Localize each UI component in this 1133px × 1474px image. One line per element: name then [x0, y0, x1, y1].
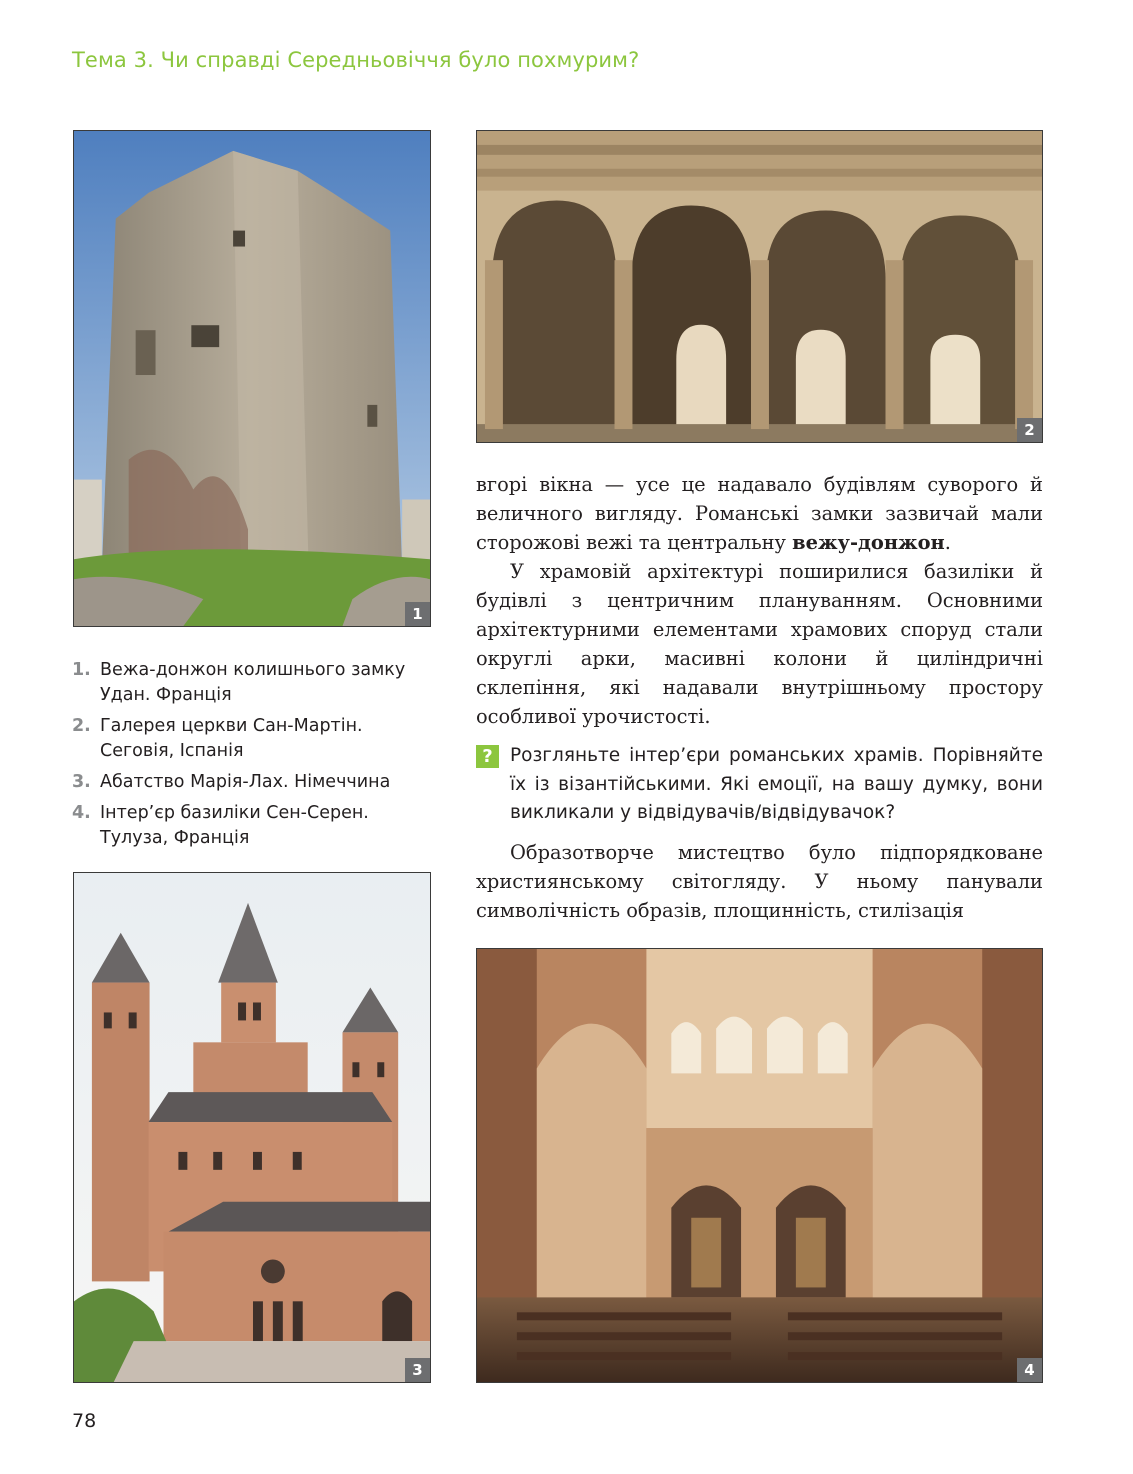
photo-number-badge: 1: [405, 602, 430, 626]
caption-item: [72, 714, 432, 764]
basilica-interior-icon: [477, 949, 1042, 1382]
paragraph-art: Образотворче мистецтво було підпорядковане християнському світогляду. У ньому панували символічність образів, площинність, стилізація: [476, 841, 1043, 922]
topic-header: Тема 3. Чи справді Середньовіччя було похмурим?: [72, 48, 640, 72]
arched-gallery-icon: [477, 131, 1042, 442]
paragraph-castles: [476, 470, 1043, 557]
photo-abbey: [73, 872, 431, 1383]
paragraph-temples: У храмовій архітектурі поширилися базиліки й будівлі з центричним плануванням. Основними архітектурними елементами храмових споруд стали округлі арки, масивні колони й циліндричні склепіння, які надавали внутрішньому простору особливої урочистості.: [476, 560, 1043, 728]
caption-number: 2.: [72, 716, 91, 736]
photo-donjon: [73, 130, 431, 627]
question-text: Розгляньте інтер’єри романських храмів. Порівняйте їх із візантійськими. Які емоції, на вашу думку, вони викликали у відвідувачів/відвідувачок?: [510, 745, 1043, 823]
caption-text: Інтер’єр базиліки Сен-Серен. Тулуза, Франція: [100, 803, 369, 848]
term-donjon: вежу-донжон: [792, 531, 945, 554]
caption-number: 4.: [72, 803, 91, 823]
photo-gallery: [476, 130, 1043, 443]
question-icon: ?: [476, 745, 499, 768]
paragraph-text: .: [944, 531, 951, 554]
caption-item: [72, 770, 432, 795]
caption-text: Галерея церкви Сан-Мартін. Сеговія, Іспанія: [100, 716, 363, 761]
photo-number-badge: 4: [1017, 1358, 1042, 1382]
abbey-icon: [74, 873, 430, 1382]
caption-item: [72, 801, 432, 851]
donjon-tower-icon: [74, 131, 430, 626]
caption-item: [72, 658, 432, 708]
caption-text: Вежа-донжон колишнього замку Удан. Франція: [100, 660, 406, 705]
photo-basilica-interior: [476, 948, 1043, 1383]
paragraph-text: вгорі вікна — усе це надавало будівлям суворого й величного вигляду. Романські замки зазвичай мали сторожові вежі та центральну: [476, 473, 1043, 554]
page-number: 78: [72, 1410, 97, 1432]
caption-number: 1.: [72, 660, 91, 680]
photo-number-badge: 3: [405, 1358, 430, 1382]
photo-captions: [72, 658, 432, 857]
photo-number-badge: 2: [1017, 418, 1042, 442]
question-block: [476, 742, 1043, 828]
caption-text: Абатство Марія-Лах. Німеччина: [100, 772, 391, 792]
caption-number: 3.: [72, 772, 91, 792]
